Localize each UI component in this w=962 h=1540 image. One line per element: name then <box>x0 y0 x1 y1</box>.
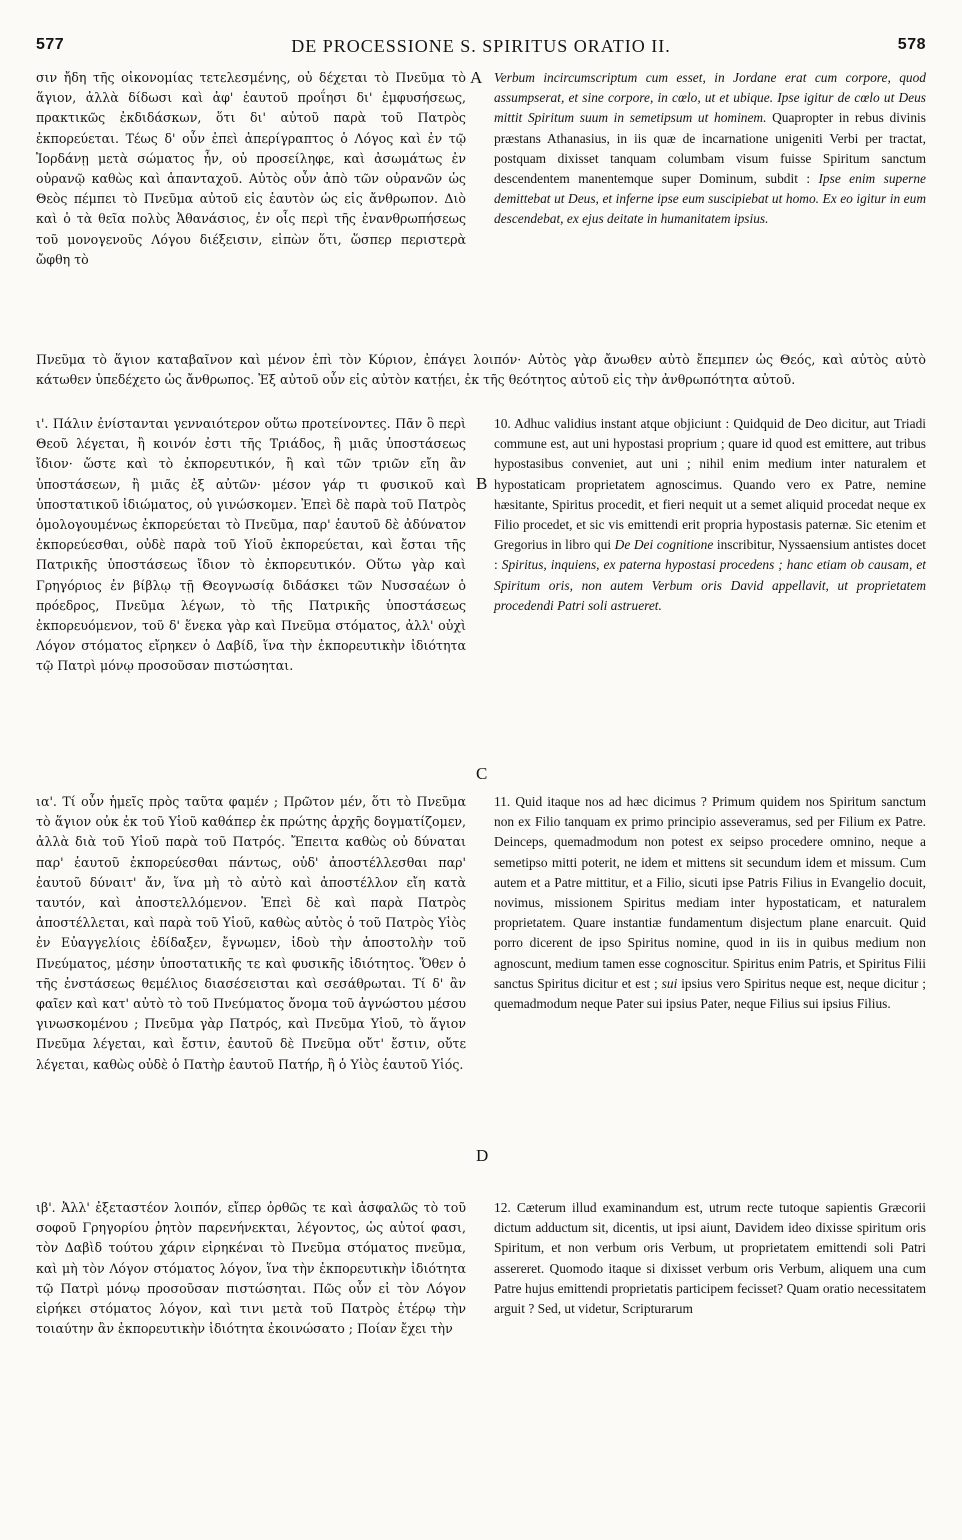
greek-column-10 <box>36 414 466 677</box>
latin-10-text-a: 10. Adhuc validius instant atque objiciunt : Quidquid de Deo dicitur, aut Triadi commune est, aut uni hypostasi proprium ; quare id quod est emittere, aut tribus hypostasibus conveniet, aut uni ; nihil enim medium inter naturalem et hypostaticam proprietatem agnoscimus. Quando vero ex Patre, nemine hæsitante, Spiritus procedit, et fieri nequit ut a semet aliquid procedat neque ex Filio procedet, et sic vis emittendi erit propria hypostasis paternæ. Sic etenim et Gregorius in libro qui <box>494 416 926 553</box>
latin-intro-roman: Quapropter in rebus divinis præstans Athanasius, in iis quæ de incarnatione unigeniti Verbi per tractat, postquam dixisset tanquam columbam visum fuisse Spiritum sanctum descendentem manentemque super Dominum, subdit : <box>494 110 926 187</box>
left-page-number: 577 <box>36 36 65 53</box>
greek-column-top <box>36 68 466 270</box>
latin-10-book-title: De Dei cognitione <box>614 537 714 553</box>
latin-10-text-b: inscribitur, Nyssaensium antistes docet : <box>494 537 926 573</box>
latin-paragraph-12: 12. Cæterum illud examinandum est, utrum recte tutoque sapientis Græcorii dictum adductum sit, dicentis, ut ipsi aiunt, Davidem ideo dixisse spiritum oris Spiritum, et non verbum oris Verbum, ut proprietatem emittendi soli Patri assereret. Quomodo itaque si dixisset verbum oris Verbum, aliquem una cum Patre hujus emittendi proprietatis participem fecisset? Quam oratio necessitatem arguit ? Sed, ut videtur, Scripturarum <box>494 1200 926 1317</box>
latin-10-quote: Spiritus, inquiens, ex paterna hypostasi procedens ; hanc etiam ob causam, et Spiritum oris, non autem Verbum oris David appellavit, ut proprietatem procedendi Patri soli astrueret. <box>494 557 926 613</box>
latin-11-text-b: ipsius vero Spiritus neque est, neque dicitur ; quemadmodum neque Pater sui ipsius Pater, neque Filius sui ipsius Filius. <box>494 975 926 1012</box>
greek-paragraph-intro: σιν ἤδη τῆς οἰκονομίας τετελεσμένης, οὐ δέχεται τὸ Πνεῦμα τὸ ἅγιον, ἀλλὰ δίδωσι καὶ ἀφ' ἑαυτοῦ προΐησι δι' ἐμφυσήσεως, πρακτικῶς ἐκδιδάσκων, ὅτι δι' αὐτοῦ παρὰ τοῦ Πατρὸς ἐκπορεύεται. Τέως δ' οὖν ἐπεὶ ἀπερίγραπτος ὁ Λόγος καὶ ἐν τῷ Ἰορδάνῃ μετὰ σώματος ἦν, οὐ προσείληφε, καὶ ἀσωμάτως ἐν οὐρανῷ καθὼς καὶ ἁπανταχοῦ. Αὐτὸς οὖν ἀπὸ τῶν οὐρανῶν ὡς Θεὸς πέμπει τὸ Πνεῦμα αὐτοῦ εἰς ἑαυτὸν ὡς εἰς ἄνθρωπον. Διὸ καὶ ὁ τὰ θεῖα πολὺς Ἀθανάσιος, ἐν οἷς περὶ τῆς ἐνανθρωπήσεως τοῦ μονογενοῦς Λόγου διέξεισιν, εἰπὼν ὅτι, ὥσπερ περιστερὰ ὤφθη τὸ <box>36 70 466 267</box>
greek-paragraph-10: ι'. Πάλιν ἐνίστανται γενναιότερον οὕτω προτείνοντες. Πᾶν ὃ περὶ Θεοῦ λέγεται, ἢ κοινόν ἐστι τῆς Τριάδος, ἢ μιᾶς ὑποστάσεως ἴδιον· ὥστε καὶ τὸ ἐκπορευτικόν, ἢ καὶ τῶν τριῶν εἴη ἂν ὑποστάσεων, ἢ μιᾶς ἐξ αὐτῶν· μέσον γάρ τι φυσικοῦ καὶ ὑποστατικοῦ ἰδιώματος, οὐ γινώσκομεν. Ἐπεὶ δὲ παρὰ τοῦ Πατρὸς ὁμολογουμένως ἐκπορεύεται τὸ Πνεῦμα, παρ' ἑαυτοῦ δὲ ἀδύνατον ἐκπορεύεσθαι, οὐδὲ παρὰ τοῦ Υἱοῦ ἐκπορεύεται, καὶ ἔσται τῆς Πατρικῆς ὑποστάσεως ἴδιον τὸ ἐκπορευτικόν. Οὕτω γὰρ καὶ Γρηγόριος ἐν βίβλῳ τῇ Θεογνωσίᾳ διδάσκει τῶν Νυσσαέων ὁ πρόεδρος, Πνεῦμα λέγων, τὸ τῆς Πατρικῆς ὑποστάσεως ἐκπορευόμενον, τοῦ δ' ἕνεκα γὰρ καὶ Πνεῦμα στόματος, ἀλλ' οὐχὶ Λόγον στόματος εἴρηκεν ὁ Δαβίδ, ἵνα τὴν ἐκπορευτικὴν ἰδιότητα τῷ Πατρὶ μόνῳ προσοῦσαν πιστώσηται. <box>36 416 466 674</box>
margin-marker-b: B <box>476 474 488 493</box>
greek-paragraph-12: ιβ'. Ἀλλ' ἐξεταστέον λοιπόν, εἴπερ ὀρθῶς τε καὶ ἀσφαλῶς τὸ τοῦ σοφοῦ Γρηγορίου ῥητὸν παρενήνεκται, λέγοντος, ὡς αὐτοί φασι, τὸν Δαβὶδ τούτου χάριν εἰρηκέναι τὸ Πνεῦμα στόματος πνεῦμα, καὶ μὴ τὸν Λόγον στόματος λόγον, ἵνα τὴν ἐκπορευτικὴν ἰδιότητα τῷ Πατρὶ μόνῳ προσοῦσαν πιστώσηται. Πῶς οὖν εἰ τὸν Λόγον εἰρήκει στόματος λόγον, καὶ τινι μετὰ τοῦ Πατρὸς ἑτέρῳ τὴν τοιαύτην ἂν ἐκπορευτικὴν ἰδιότητα ἐκοινώσατο ; Ποίαν ἔχει τὴν <box>36 1200 466 1337</box>
latin-column-12 <box>494 1198 926 1319</box>
margin-marker-c: C <box>476 764 488 783</box>
latin-column-10 <box>494 414 926 616</box>
latin-11-italic: sui <box>661 975 678 991</box>
margin-marker-a: A <box>470 68 483 87</box>
greek-full-width: Πνεῦμα τὸ ἅγιον καταβαῖνον καὶ μένον ἐπὶ τὸν Κύριον, ἐπάγει λοιπόν· Αὐτὸς γὰρ ἄνωθεν αὐτὸ ἔπεμπεν ὡς Θεός, καὶ αὐτὸς αὐτὸ κάτωθεν ὑπεδέχετο ὡς ἄνθρωπος. Ἐξ αὐτοῦ οὖν εἰς αὐτὸν κατῄει, ἐκ τῆς θεότητος αὐτοῦ εἰς τὴν ἀνθρωπότητα αὐτοῦ. <box>36 352 926 388</box>
right-page-number: 578 <box>897 36 926 53</box>
latin-paragraph-11 <box>494 792 926 1014</box>
margin-marker-d: D <box>476 1146 489 1165</box>
latin-column-11 <box>494 792 926 1014</box>
latin-intro-italic-quote: Ipse enim superne demittebat ut Deus, et inferne ipse eum suscipiebat ut homo. Ex eo igitur in eum descendebat, ex ejus deitate in humanitatem ipsius. <box>494 171 926 227</box>
latin-paragraph-10 <box>494 414 926 616</box>
latin-column-top <box>494 68 926 230</box>
greek-column-12 <box>36 1198 466 1339</box>
page-header <box>36 36 926 60</box>
greek-column-11 <box>36 792 466 1075</box>
running-title: DE PROCESSIONE S. SPIRITUS ORATIO II. <box>291 36 671 56</box>
latin-paragraph-intro <box>494 68 926 230</box>
latin-intro-italic: Verbum incircumscriptum cum esset, in Jordane erat cum corpore, quod assumpserat, et sine corpore, in cœlo, ut et ubique. Ipse igitur de cœlo ut Deus mittit Spiritum suum in semetipsum ut hominem. <box>494 70 926 126</box>
greek-paragraph-11: ια'. Τί οὖν ἡμεῖς πρὸς ταῦτα φαμέν ; Πρῶτον μέν, ὅτι τὸ Πνεῦμα τὸ ἅγιον οὐκ ἐκ τοῦ Υἱοῦ καθάπερ ἐκ πρώτης ἀρχῆς δογματίζομεν, ἀλλὰ διὰ τοῦ Υἱοῦ παρὰ τοῦ Πατρός. Ἔπειτα καθὼς οὐ δύναται παρ' ἑαυτοῦ ἐκπορεύεσθαι πάντως, οὐδ' ἀποστέλλεσθαι παρ' ἑαυτοῦ δύναιτ' ἄν, ἵνα μὴ τὸ αὐτὸ καὶ ἀποστέλλον εἴη κατὰ ταυτόν, καὶ ἀποστελλόμενον. Ἐπεὶ δὲ καὶ παρὰ Πατρὸς ἀποστέλλεται, καὶ παρὰ τοῦ Υἱοῦ, καθὼς αὐτὸς ὁ τοῦ Πατρὸς Υἱὸς ἐν Εὐαγγελίοις ἐδίδαξεν, ἔγνωμεν, ἰδοὺ τὴν ἀποστολὴν τοῦ Πνεύματος, μέσην ὑποστατικῆς τε καὶ φυσικῆς ἰδιότητος. Ὅθεν ὁ τῆς ἐνστάσεως θεμέλιος διασέσεισται καὶ σεσάθρωται. Τί δ' ἂν φαῖεν καὶ κατ' αὐτὸ τὸ τοῦ Πνεύματος ὄνομα τοῦ ἀγνώστου μέσου γινωσκομένου ; Πνεῦμα γὰρ Πατρός, καὶ Πνεῦμα Υἱοῦ, τὸ ἅγιον Πνεῦμα λέγεται, καὶ ἔστιν, ἑαυτοῦ δὲ Πνεῦμα οὔτ' ἔστιν, οὔτε λέγεται, καθὼς οὐδὲ ὁ Πατὴρ ἑαυτοῦ Πατήρ, ἢ ὁ Υἱὸς ἑαυτοῦ Υἱός. <box>36 794 466 1072</box>
latin-11-text-a: 11. Quid itaque nos ad hæc dicimus ? Primum quidem nos Spiritum sanctum non ex Filio tanquam ex primo principio asseveramus, sed per Filium ex Patre. Deinceps, quemadmodum non potest ex seipso procedere omnino, neque a semetipso mitti poterit, ne idem et mittens sit secundum idem et missum. Cum autem et a Patre mittitur, et a Filio, sicuti ipse Patris Filius in Evangelio docuit, novimus, missionem Spiritus mediam inter hypostaticam, et naturalem proprietatem. Quare instantiæ fundamentum disjectum plane enarcuit. Quid porro dicerent de ipso Spiritus nomine, quod in iis in quibus medium non agnoscunt, medium tamen esse cognoscitur. Spiritus enim Patris, et Spiritus Filii sanctus Spiritus dicitur et est ; <box>494 794 926 991</box>
